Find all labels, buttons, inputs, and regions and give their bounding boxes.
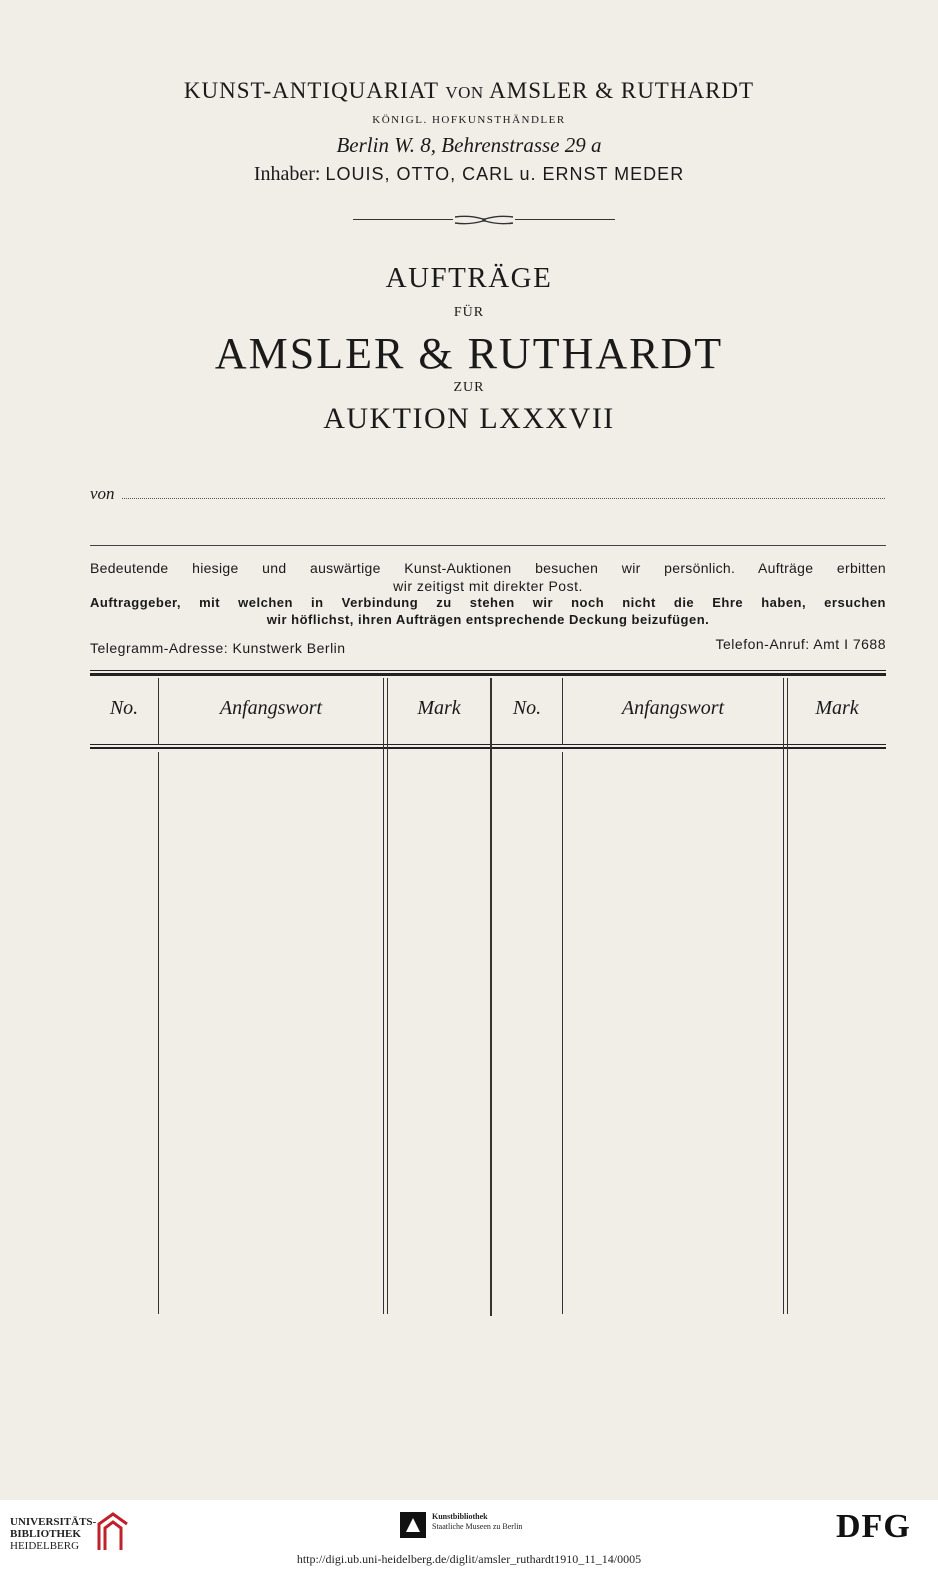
ornament-divider [353, 213, 615, 227]
source-url[interactable]: http://digi.ub.uni-heidelberg.de/diglit/amsler_ruthardt1910_11_14/0005 [296, 1552, 642, 1566]
library-line-2: BIBLIOTHEK [10, 1528, 81, 1540]
form-title-firm: AMSLER & RUTHARDT [214, 329, 724, 378]
form-title-auktion: AUKTION LXXXVII [323, 402, 615, 435]
owner-label: Inhaber: [253, 163, 321, 185]
firm-title: KÖNIGL. HOFKUNSTHÄNDLER [372, 114, 566, 126]
column-header-anfangswort: Anfangswort [219, 697, 323, 719]
owner-names: LOUIS, OTTO, CARL u. ERNST MEDER [325, 164, 685, 184]
notice-line-2: Auftraggeber, mit welchen in Verbindung zu stehen wir noch nicht die Ehre haben, ersuchen [90, 595, 886, 610]
kb-line-2: Staatliche Museen zu Berlin [432, 1522, 523, 1531]
von-name-field[interactable] [122, 498, 885, 499]
library-line-1: UNIVERSITÄTS- [10, 1516, 97, 1528]
library-line-3: HEIDELBERG [10, 1540, 80, 1552]
divider-rule [90, 545, 886, 546]
von-label: von [90, 484, 115, 503]
library-logo-icon [95, 1510, 131, 1554]
column-header-mark-2: Mark [815, 697, 859, 719]
ornament-icon [453, 213, 515, 227]
firm-name-part1: KUNST-ANTIQUARIAT [183, 78, 439, 103]
firm-name-part2: AMSLER & RUTHARDT [489, 78, 755, 103]
column-header-no: No. [109, 697, 139, 719]
form-title-auftraege: AUFTRÄGE [385, 262, 553, 294]
phone-number: Telefon-Anruf: Amt I 7688 [715, 636, 886, 652]
column-header-mark: Mark [417, 697, 461, 719]
column-header-anfangswort-2: Anfangswort [621, 697, 725, 719]
kunstbibliothek-logo-icon [400, 1512, 426, 1538]
form-title-fuer: FÜR [453, 305, 485, 320]
column-header-no-2: No. [512, 697, 542, 719]
notice-line-1b: wir zeitigst mit direkter Post. [393, 578, 583, 594]
owner-line [0, 163, 938, 186]
telegram-address: Telegramm-Adresse: Kunstwerk Berlin [90, 640, 346, 656]
firm-heading [0, 78, 938, 104]
dfg-logo: DFG [836, 1508, 911, 1545]
firm-address: Berlin W. 8, Behrenstrasse 29 a [336, 133, 602, 157]
kunstbibliothek-name [432, 1512, 522, 1532]
firm-von: VON [445, 83, 484, 102]
kb-line-1: Kunstbibliothek [432, 1512, 488, 1521]
notice-line-2b: wir höflichst, ihren Aufträgen entsprechende Deckung beizufügen. [266, 612, 710, 627]
order-table [90, 670, 886, 1316]
library-name [10, 1516, 96, 1552]
notice-line-1: Bedeutende hiesige und auswärtige Kunst-Auktionen besuchen wir persönlich. Aufträge erbitten [90, 560, 886, 576]
form-title-zur: ZUR [453, 380, 485, 395]
